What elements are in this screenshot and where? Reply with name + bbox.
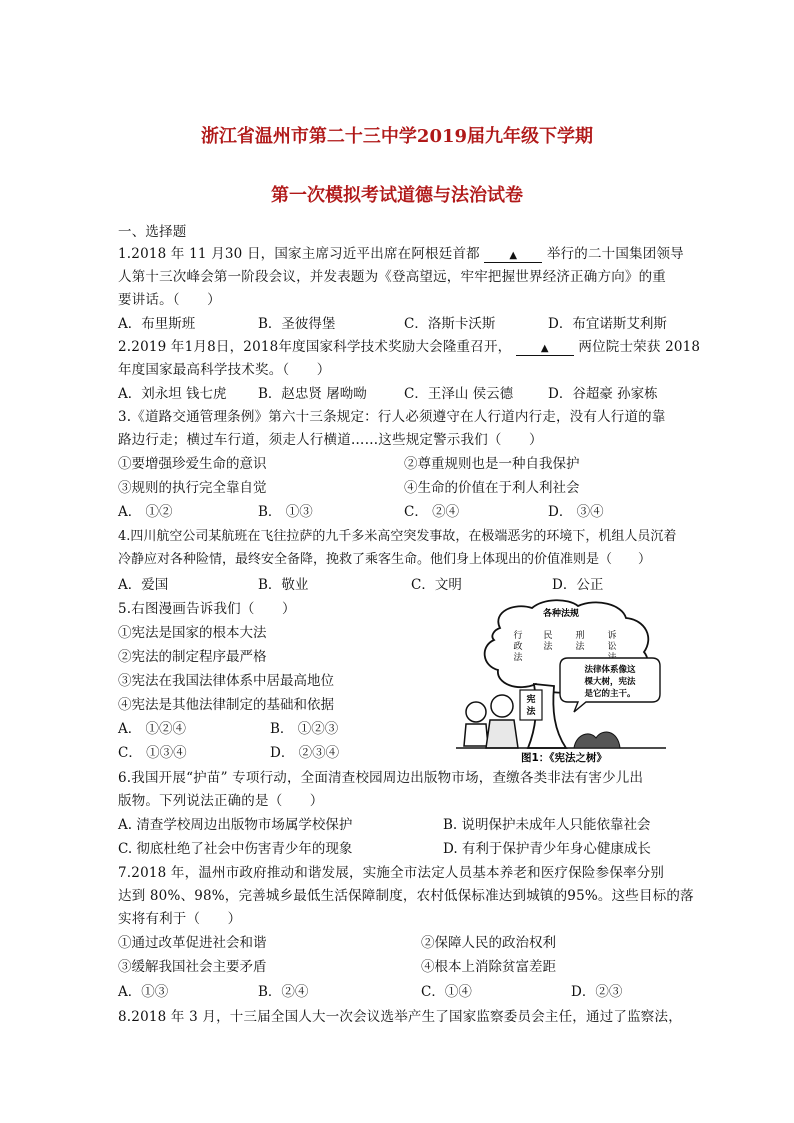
q2-option-a: A．刘永坦 钱七虎 (118, 386, 227, 402)
q8-line1: 8.2018 年 3 月，十三届全国人大一次会议选举产生了国家监察委员会主任，通过了监察法， (118, 1009, 682, 1025)
q1-option-a: A．布里斯班 (118, 316, 196, 332)
adult-body (486, 720, 518, 748)
q4-option-a: A．爱国 (118, 577, 169, 593)
q3-option-c: C． ②④ (404, 504, 460, 520)
bush (574, 732, 620, 748)
q6-line1: 6.我国开展“护苗” 专项行动，全面清查校园周边出版物市场，查缴各类非法有害少儿出 (118, 770, 644, 786)
q1-text-b: 举行的二十国集团领导 (546, 246, 684, 262)
q2-option-d: D．谷超豪 孙家栋 (548, 386, 658, 402)
q3-option-a: A． ①② (118, 504, 173, 520)
q5-line1: 5.右图漫画告诉我们（ ） (118, 601, 296, 617)
q1-option-b: B．圣彼得堡 (258, 316, 336, 332)
constitution-tree-cartoon (456, 598, 672, 764)
q1-line3: 要讲话。（ ） (118, 292, 221, 308)
law-name-0: 行政法 (513, 631, 523, 663)
q3-item-1: ①要增强珍爱生命的意识 (118, 456, 267, 472)
q7-option-d: D．②③ (571, 984, 623, 1000)
q3-item-4: ④生命的价值在于利人利社会 (404, 480, 580, 496)
q2-line2: 年度国家最高科学技术奖。（ ） (118, 362, 331, 378)
q1-line2: 人第十三次峰会第一阶段会议，并发表题为《登高望远，牢牢把握世界经济正确方向》的重 (118, 269, 666, 285)
bubble-line-2: 棵大树，宪法 (584, 677, 636, 687)
q6-line2: 版物。下列说法正确的是（ ） (118, 793, 324, 809)
q2-option-c: C．王泽山 侯云德 (404, 386, 514, 402)
q7-option-b: B．②④ (258, 984, 309, 1000)
triangle-marker-icon: ▲ (509, 250, 518, 261)
q7-option-a: A．①③ (118, 984, 169, 1000)
q7-line3: 实将有利于（ ） (118, 911, 242, 927)
law-name-3: 诉讼 (607, 631, 617, 652)
q2-text-a: 2.2019 年1月8日，2018年度国家科学技术奖励大会隆重召开， (118, 339, 512, 355)
q4-line1: 4.四川航空公司某航班在飞往拉萨的九千多米高空突发事故，在极端恶劣的环境下，机组人员沉着 (118, 529, 677, 544)
q6-option-a: A. 清查学校周边出版物市场属学校保护 (118, 817, 353, 833)
q3-option-d: D． ③④ (548, 504, 604, 520)
q3-line2: 路边行走；横过车行道，须走人行横道……这些规定警示我们（ ） (118, 432, 543, 448)
q1-text-a: 1.2018 年 11 月30 日，国家主席习近平出席在阿根廷首都 (118, 246, 480, 262)
q3-line1: 3.《道路交通管理条例》第六十三条规定：行人必须遵守在人行道内行走，没有人行道的靠 (118, 409, 666, 425)
q4-option-b: B．敬业 (258, 577, 309, 593)
q2-option-b: B．赵忠贤 屠呦呦 (258, 386, 367, 402)
q5-item-4: ④宪法是其他法律制定的基础和依据 (118, 697, 334, 713)
q2-text-b: 两位院士荣获 2018 (578, 339, 701, 355)
bubble-line-3: 是它的主干。 (584, 689, 636, 699)
q7-option-c: C．①④ (421, 984, 472, 1000)
q6-option-b: B. 说明保护未成年人只能依靠社会 (443, 817, 651, 833)
q1-option-c: C．洛斯卡沃斯 (404, 316, 496, 332)
answer-blank (484, 248, 542, 263)
q4-option-c: C．文明 (411, 577, 462, 593)
law-name-2: 刑法 (575, 631, 585, 652)
q7-line2: 达到 80%、98%，完善城乡最低生活保障制度，农村低保标准达到城镇的95%。这些目标的落 (118, 888, 694, 904)
triangle-marker-icon: ▲ (540, 343, 549, 354)
exam-title-line2: 第一次模拟考试道德与法治试卷 (271, 185, 523, 206)
q1-option-d: D．布宜诺斯艾利斯 (548, 316, 667, 332)
canopy-label: 各种法规 (542, 609, 580, 619)
q4-line2: 冷静应对各种险情，最终安全备降，挽救了乘客生命。他们身上体现出的价值准则是（ ） (118, 552, 652, 567)
q3-option-b: B． ①③ (258, 504, 313, 520)
q5-item-1: ①宪法是国家的根本大法 (118, 625, 267, 641)
answer-blank (516, 341, 574, 356)
trunk-label-1: 宪 (526, 695, 536, 705)
q7-item-3: ③缓解我国社会主要矛盾 (118, 959, 267, 975)
q5-option-b: B． ①②③ (270, 721, 339, 737)
q5-option-d: D． ②③④ (270, 745, 340, 761)
cartoon-caption: 图1：《宪法之树》 (520, 752, 608, 764)
law-name-1: 民法 (543, 631, 553, 652)
adult-head (491, 695, 513, 717)
q3-item-2: ②尊重规则也是一种自我保护 (404, 456, 580, 472)
section-heading: 一、选择题 (118, 224, 187, 240)
q7-item-4: ④根本上消除贫富差距 (421, 959, 556, 975)
child-body (464, 724, 488, 746)
bubble-line-1: 法律体系像这 (584, 665, 636, 675)
q6-option-d: D. 有利于保护青少年身心健康成长 (443, 841, 651, 857)
q6-option-c: C. 彻底杜绝了社会中伤害青少年的现象 (118, 841, 353, 857)
q2-line1 (118, 335, 700, 356)
trunk-label-2: 法 (526, 707, 536, 717)
q5-item-3: ③宪法在我国法律体系中居最高地位 (118, 673, 334, 689)
exam-title-line1: 浙江省温州市第二十三中学2019届九年级下学期 (200, 126, 594, 147)
q7-item-1: ①通过改革促进社会和谐 (118, 935, 267, 951)
q5-option-a: A． ①②④ (118, 721, 187, 737)
child-head (466, 702, 486, 722)
q1-line1 (118, 242, 684, 263)
q3-item-3: ③规则的执行完全靠自觉 (118, 480, 267, 496)
q4-option-d: D．公正 (552, 577, 604, 593)
q7-item-2: ②保障人民的政治权利 (421, 935, 556, 951)
q5-option-c: C． ①③④ (118, 745, 187, 761)
q5-item-2: ②宪法的制定程序最严格 (118, 649, 267, 665)
q7-line1: 7.2018 年，温州市政府推动和谐发展，实施全市法定人员基本养老和医疗保险参保率分别 (118, 865, 665, 881)
